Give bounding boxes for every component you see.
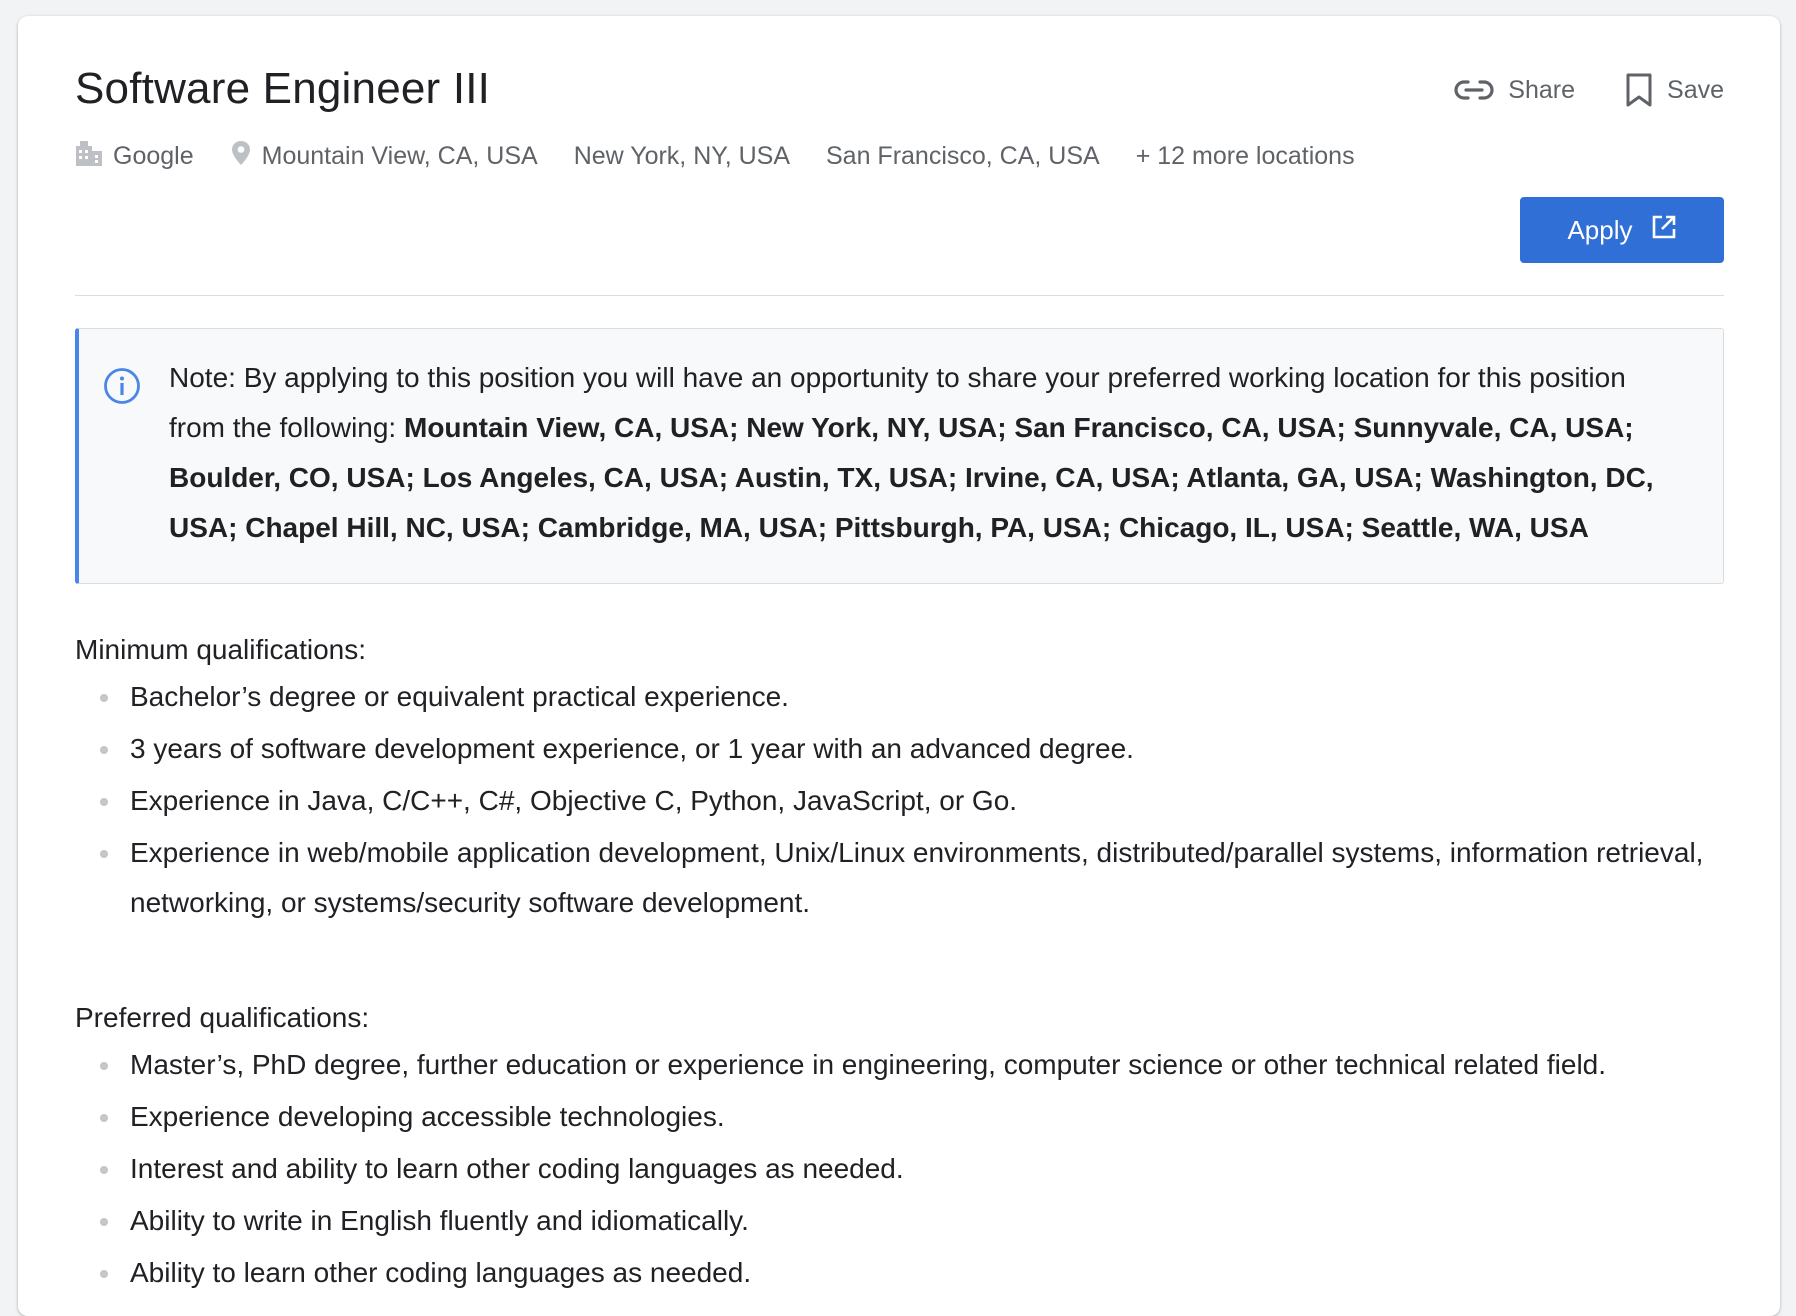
location-primary xyxy=(230,139,538,174)
location-label: New York, NY, USA xyxy=(573,141,790,170)
list-item: Experience in Java, C/C++, C#, Objective C, Python, JavaScript, or Go. xyxy=(75,776,1724,826)
list-item: Ability to write in English fluently and idiomatically. xyxy=(75,1196,1724,1246)
note-prefix: Note: By applying to this position you will have an opportunity to share your preferred working location for this position from the following: xyxy=(169,362,1626,443)
list-item: Experience developing accessible technologies. xyxy=(75,1092,1724,1142)
more-locations-link[interactable]: + 12 more locations xyxy=(1135,141,1355,170)
job-meta xyxy=(75,136,1724,176)
apply-button[interactable] xyxy=(1520,197,1724,263)
location-item xyxy=(574,142,790,171)
minimum-qualifications xyxy=(75,634,1724,928)
open-in-new-icon xyxy=(1651,214,1677,247)
job-detail-card xyxy=(18,16,1780,1316)
share-button[interactable] xyxy=(1454,76,1575,105)
list-item: Interest and ability to learn other coding languages as needed. xyxy=(75,1144,1724,1194)
building-icon xyxy=(75,140,113,173)
minimum-qualifications-list xyxy=(75,672,1724,928)
bookmark-icon xyxy=(1625,72,1653,108)
link-icon xyxy=(1454,78,1494,102)
location-item xyxy=(826,142,1100,171)
apply-label: Apply xyxy=(1567,214,1633,245)
preferred-qualifications-list xyxy=(75,1040,1724,1298)
company-name: Google xyxy=(113,141,194,170)
section-title: Preferred qualifications: xyxy=(75,1002,370,1033)
list-item: Ability to learn other coding languages as needed. xyxy=(75,1248,1724,1298)
list-item: 3 years of software development experience, or 1 year with an advanced degree. xyxy=(75,724,1724,774)
info-icon xyxy=(103,367,141,557)
divider xyxy=(75,295,1724,296)
job-actions xyxy=(1454,72,1724,108)
preferred-qualifications xyxy=(75,1002,1724,1298)
share-label: Share xyxy=(1508,75,1576,104)
location-label: San Francisco, CA, USA xyxy=(826,141,1100,170)
apply-row xyxy=(75,197,1724,263)
save-label: Save xyxy=(1667,75,1724,104)
location-label: Mountain View, CA, USA xyxy=(261,141,538,170)
list-item: Bachelor’s degree or equivalent practical experience. xyxy=(75,672,1724,722)
section-title: Minimum qualifications: xyxy=(75,634,366,665)
job-title: Software Engineer III xyxy=(75,64,491,113)
list-item: Experience in web/mobile application development, Unix/Linux environments, distributed/parallel systems, information retrieval, networking, or systems/security software development. xyxy=(75,828,1724,928)
note-locations: Mountain View, CA, USA; New York, NY, USA; San Francisco, CA, USA; Sunnyvale, CA, USA; Boulder, CO, USA; Los Angeles, CA, USA; Austin, TX, USA; Irvine, CA, USA; Atlanta, GA, USA; Washington, DC, USA; Chapel Hill, NC, USA; Cambridge, MA, USA; Pittsburgh, PA, USA; Chicago, IL, USA; Seattle, WA, USA xyxy=(169,412,1654,543)
list-item: Master’s, PhD degree, further education or experience in engineering, computer science or other technical related field. xyxy=(75,1040,1724,1090)
location-note xyxy=(75,328,1724,584)
location-pin-icon xyxy=(230,139,262,174)
save-button[interactable] xyxy=(1625,72,1724,108)
company xyxy=(75,140,194,173)
note-text xyxy=(169,353,1683,557)
job-header xyxy=(75,50,1724,130)
